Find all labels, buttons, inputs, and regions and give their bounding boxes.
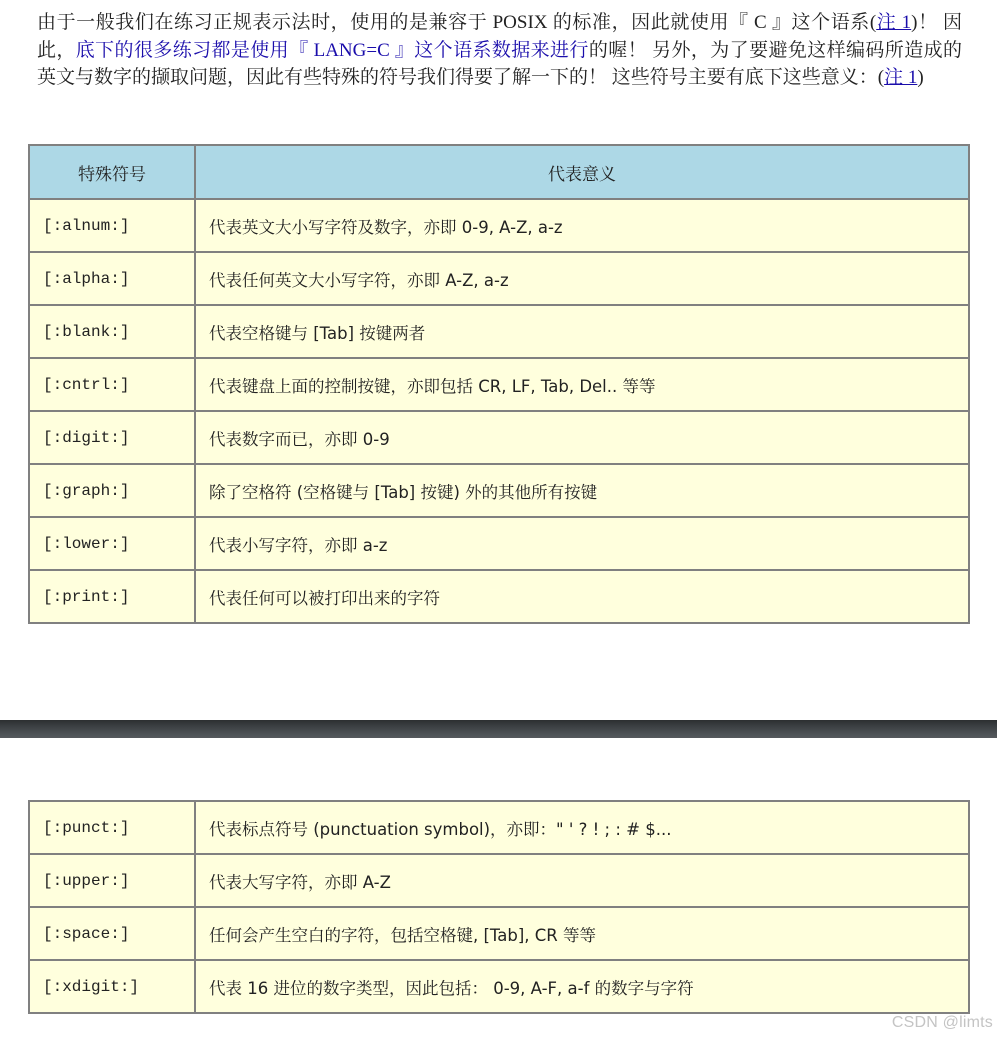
posix-class-table-part1 [28,144,970,624]
note-close-2: ) [917,67,924,88]
table-row [29,411,969,464]
note-close: )！ 因此， [37,12,962,61]
table-header-row [29,145,969,199]
meaning-cell: 代表任何英文大小写字符，亦即 A-Z, a-z [195,252,969,305]
watermark: CSDN @limts [891,1014,993,1031]
meaning-cell: 代表大写字符，亦即 A-Z [195,854,969,907]
symbol-cell: [:blank:] [29,305,195,358]
symbol-cell: [:cntrl:] [29,358,195,411]
meaning-cell: 代表英文大小写字符及数字，亦即 0-9, A-Z, a-z [195,199,969,252]
table-row [29,801,969,854]
table-row [29,305,969,358]
table-row [29,570,969,623]
intro-text-2: 的喔！ 另外，为了要避免这样编码所造成的英文与数字的撷取问题，因此有些特殊的符号我们得要了解一下的！ 这些符号主要有底下这些意义： [37,39,962,88]
intro-text-1: 由于一般我们在练习正规表示法时，使用的是兼容于 POSIX 的标准，因此就使用『 C 』这个语系 [37,12,870,33]
meaning-cell: 代表数字而已，亦即 0-9 [195,411,969,464]
table-row [29,854,969,907]
table-row [29,199,969,252]
page-break-divider [0,720,997,738]
symbol-cell: [:alpha:] [29,252,195,305]
symbol-cell: [:alnum:] [29,199,195,252]
symbol-cell: [:space:] [29,907,195,960]
meaning-cell: 代表小写字符，亦即 a-z [195,517,969,570]
note-open: ( [869,12,877,33]
intro-highlight-text: 底下的很多练习都是使用『 LANG=C 』这个语系数据来进行 [75,39,589,61]
table-row [29,907,969,960]
meaning-cell: 代表空格键与 [Tab] 按键两者 [195,305,969,358]
meaning-cell: 代表 16 进位的数字类型，因此包括： 0-9, A-F, a-f 的数字与字符 [195,960,969,1013]
symbol-cell: [:graph:] [29,464,195,517]
meaning-cell: 代表标点符号 (punctuation symbol)，亦即：" ' ? ! ; : # $... [195,801,969,854]
table-row [29,464,969,517]
symbol-cell: [:lower:] [29,517,195,570]
intro-paragraph [37,9,962,92]
table-row [29,517,969,570]
posix-class-table-part2 [28,800,970,1014]
symbol-cell: [:print:] [29,570,195,623]
table-row [29,252,969,305]
symbol-cell: [:digit:] [29,411,195,464]
meaning-cell: 代表任何可以被打印出来的字符 [195,570,969,623]
meaning-cell: 任何会产生空白的字符，包括空格键, [Tab], CR 等等 [195,907,969,960]
meaning-cell: 代表键盘上面的控制按键，亦即包括 CR, LF, Tab, Del.. 等等 [195,358,969,411]
header-meaning: 代表意义 [195,145,969,199]
note-open-2: ( [877,67,885,88]
table-row [29,358,969,411]
header-symbol: 特殊符号 [29,145,195,199]
meaning-cell: 除了空格符 (空格键与 [Tab] 按键) 外的其他所有按键 [195,464,969,517]
footnote-link-2[interactable]: 注 1 [884,67,918,88]
symbol-cell: [:xdigit:] [29,960,195,1013]
symbol-cell: [:punct:] [29,801,195,854]
symbol-cell: [:upper:] [29,854,195,907]
table-row [29,960,969,1013]
footnote-link-1[interactable]: 注 1 [876,12,912,33]
